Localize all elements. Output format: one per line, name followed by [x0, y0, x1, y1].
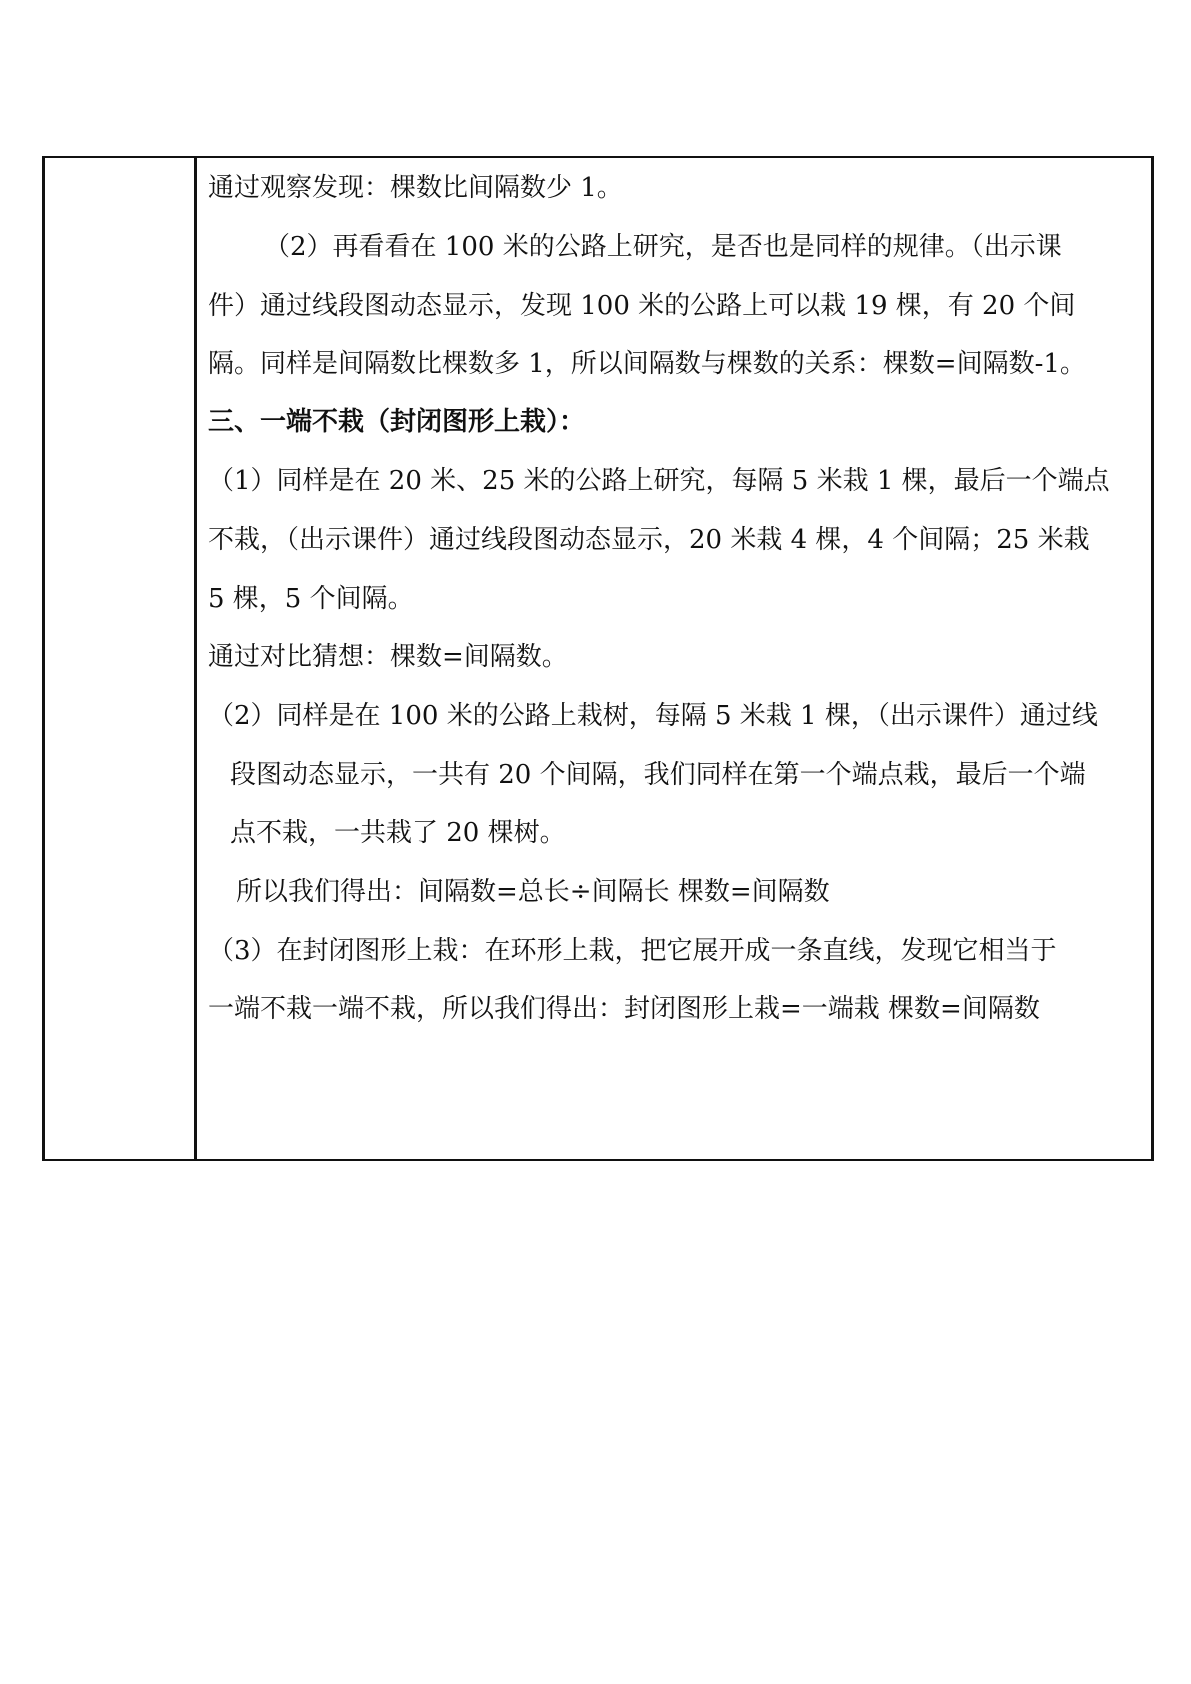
text-line-12: 点不栽，一共栽了 20 棵树。 — [230, 818, 566, 848]
text-line-8: 5 棵，5 个间隔。 — [208, 584, 414, 614]
text-line-13: 所以我们得出：间隔数=总长÷间隔长 棵数=间隔数 — [236, 877, 830, 907]
section-heading: 三、一端不栽（封闭图形上栽）： — [208, 407, 586, 437]
text-line-10: （2）同样是在 100 米的公路上栽树，每隔 5 米栽 1 棵，（出示课件）通过线 — [208, 701, 1098, 731]
text-line-11: 段图动态显示，一共有 20 个间隔，我们同样在第一个端点栽，最后一个端 — [230, 760, 1086, 790]
text-line-1: 通过观察发现：棵数比间隔数少 1。 — [208, 173, 623, 203]
text-line-3: 件）通过线段图动态显示，发现 100 米的公路上可以栽 19 棵，有 20 个间 — [208, 291, 1076, 321]
content-table — [42, 156, 1154, 1161]
text-line-9: 通过对比猜想：棵数=间隔数。 — [208, 642, 568, 672]
text-line-6: （1）同样是在 20 米、25 米的公路上研究，每隔 5 米栽 1 棵，最后一个端点 — [208, 466, 1110, 496]
column-divider — [194, 158, 197, 1159]
text-line-2: （2）再看看在 100 米的公路上研究，是否也是同样的规律。（出示课 — [264, 232, 1062, 262]
text-line-4: 隔。同样是间隔数比棵数多 1，所以间隔数与棵数的关系：棵数=间隔数-1。 — [208, 349, 1086, 379]
text-line-14: （3）在封闭图形上栽：在环形上栽，把它展开成一条直线，发现它相当于 — [208, 936, 1057, 966]
text-line-15: 一端不栽一端不栽，所以我们得出：封闭图形上栽=一端栽 棵数=间隔数 — [208, 994, 1040, 1024]
text-line-7: 不栽，（出示课件）通过线段图动态显示，20 米栽 4 棵，4 个间隔；25 米栽 — [208, 525, 1090, 555]
